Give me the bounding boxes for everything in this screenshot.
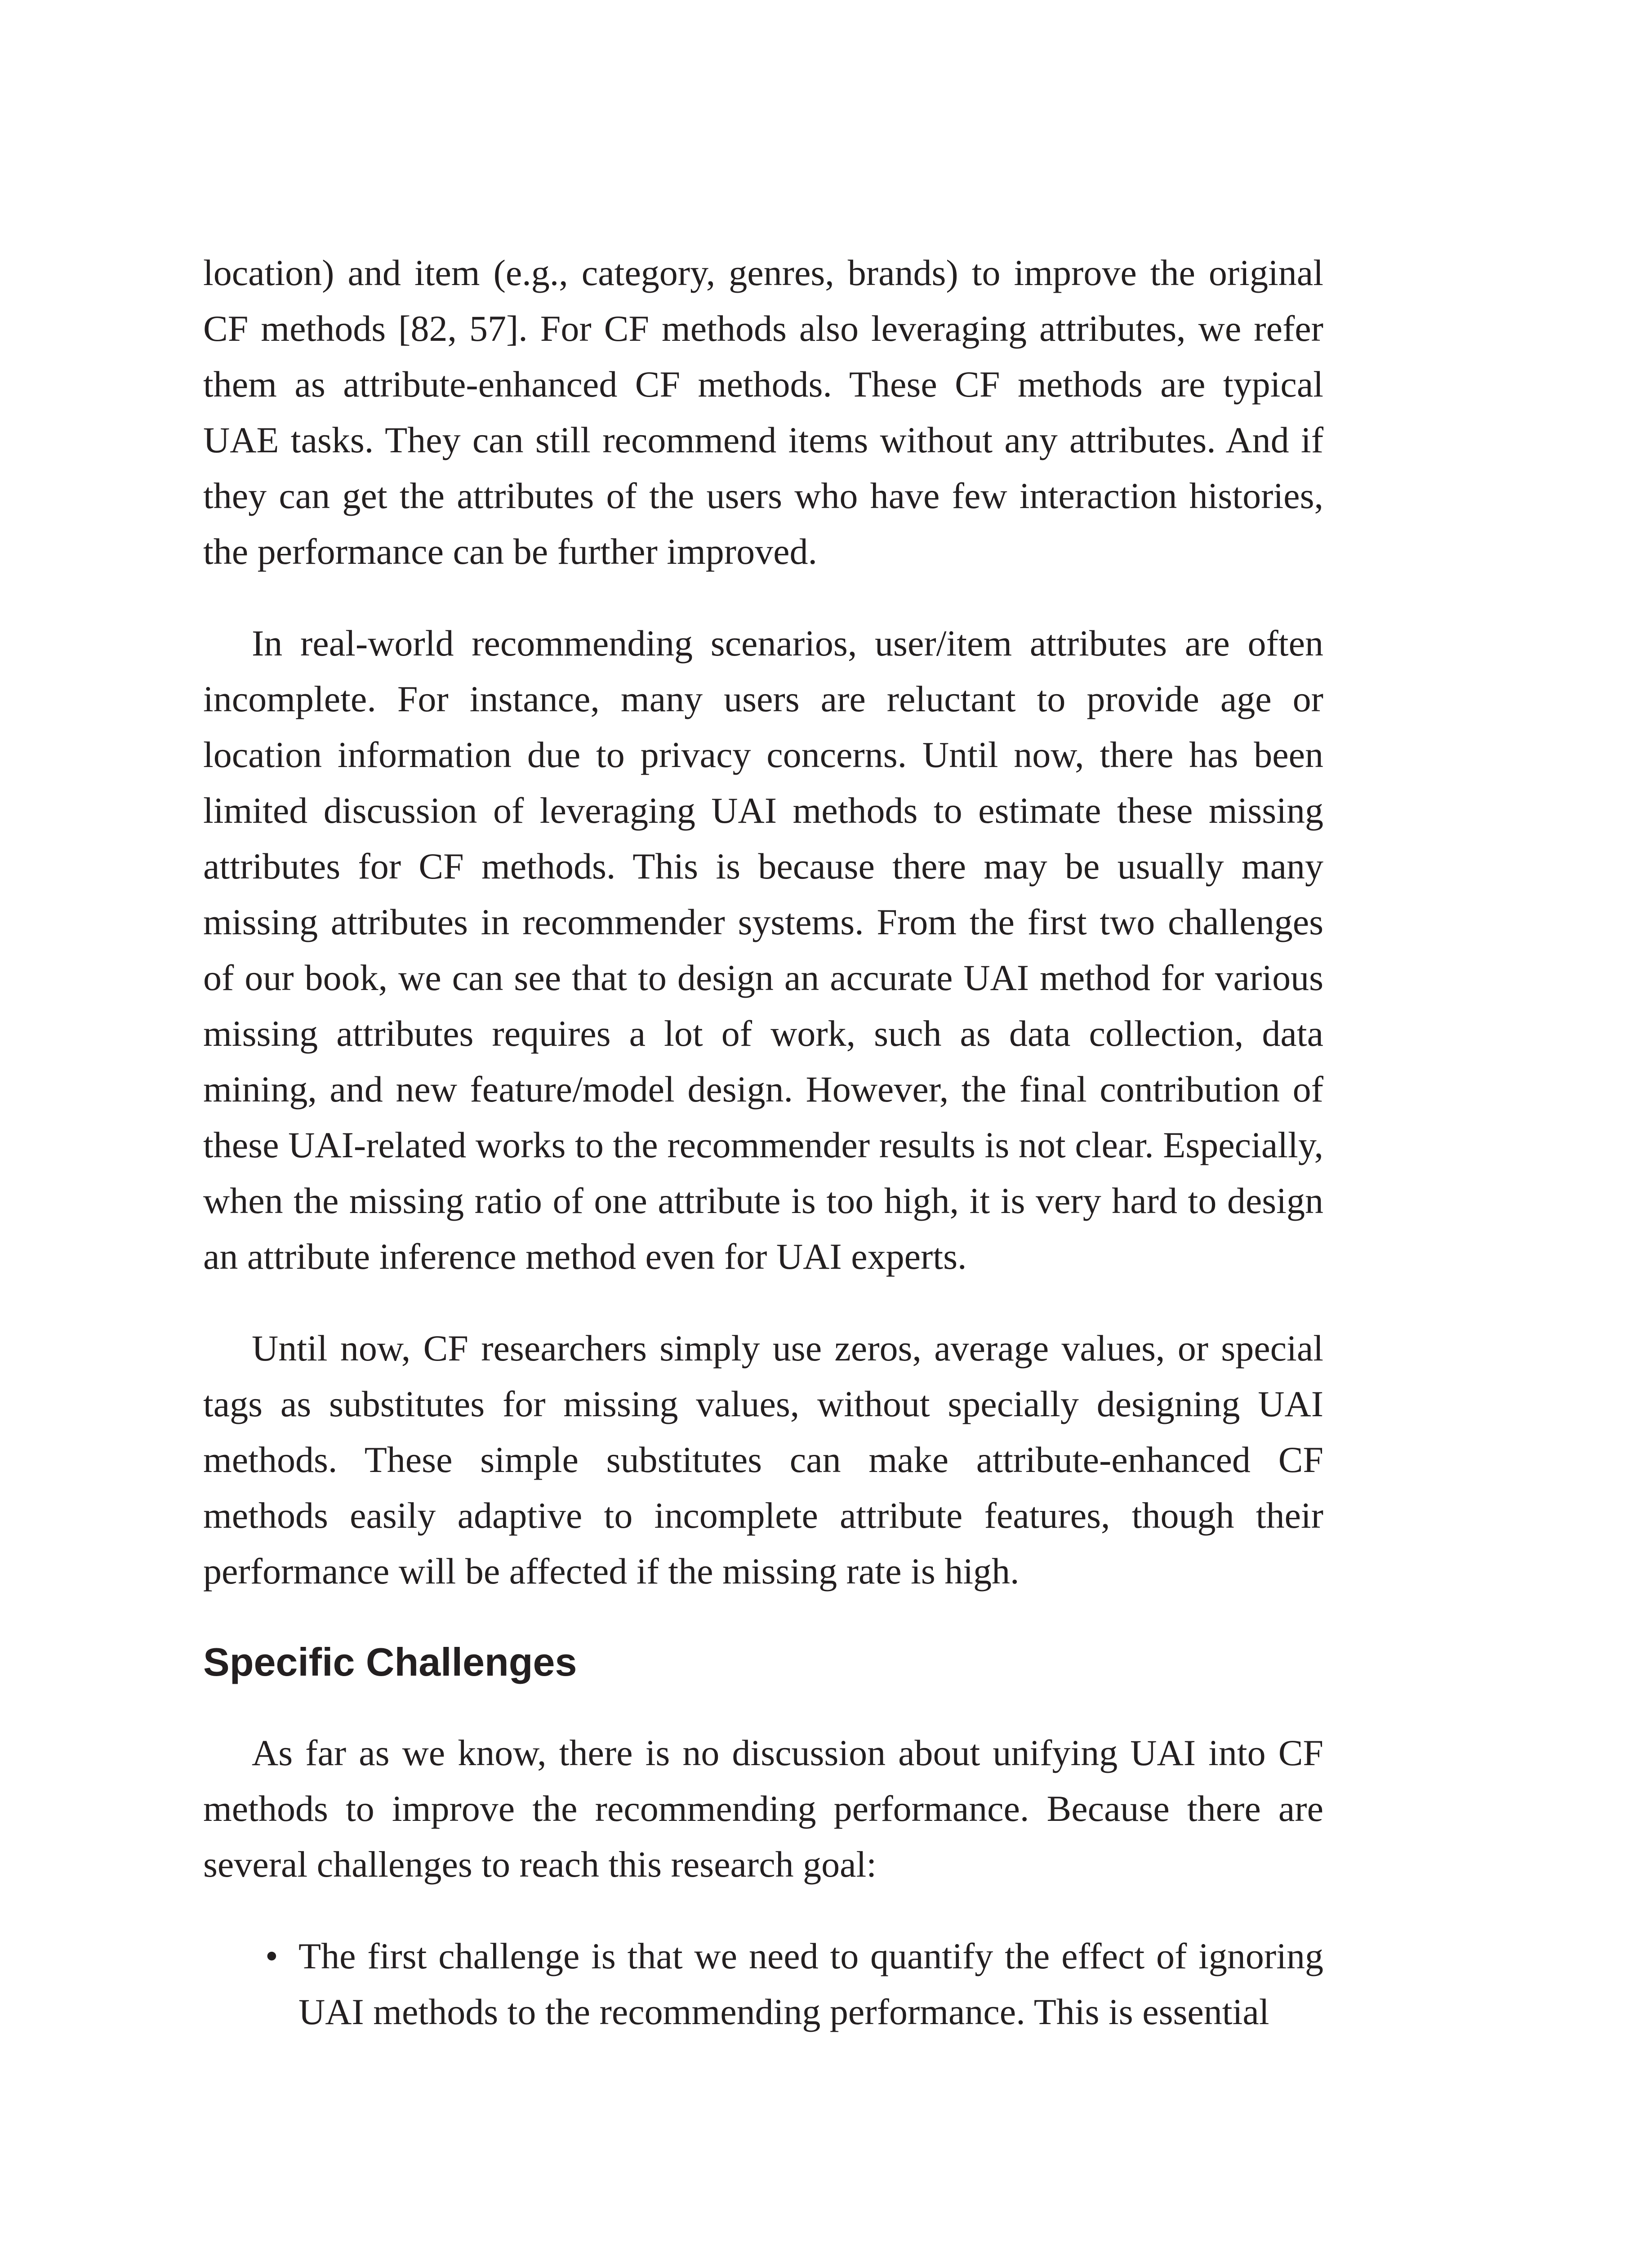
page-body	[203, 245, 1323, 2040]
body-paragraph: Until now, CF researchers simply use zeros, average values, or special tags as substitutes for missing values, without specially designing UAI methods. These simple substitutes can make attribute-enhanced CF methods easily adaptive to incomplete attribute features, though their performance will be affected if the missing rate is high.	[203, 1328, 1323, 1592]
bullet-list	[203, 1928, 1323, 2040]
section-heading: Specific Challenges	[203, 1640, 577, 1684]
page-number	[128, 2246, 178, 2248]
list-item	[203, 1928, 1323, 2040]
bullet-icon: •	[265, 1936, 278, 1976]
list-item-text: The first challenge is that we need to quantify the effect of ignoring UAI methods to the recommending performance. This is essential	[298, 1936, 1323, 2032]
body-paragraph: In real-world recommending scenarios, user/item attributes are often incomplete. For instance, many users are reluctant to provide age or location information due to privacy concerns. Until now, there has been limited discussion of leveraging UAI methods to estimate these missing attributes for CF methods. This is because there may be usually many missing attributes in recommender systems. From the first two challenges of our book, we can see that to design an accurate UAI method for various missing attributes requires a lot of work, such as data collection, data mining, and new feature/model design. However, the final contribution of these UAI-related works to the recommender results is not clear. Especially, when the missing ratio of one attribute is too high, it is very hard to design an attribute inference method even for UAI experts.	[203, 623, 1323, 1277]
body-paragraph: location) and item (e.g., category, genres, brands) to improve the original CF methods [82, 57]. For CF methods also leveraging attributes, we refer them as attribute-enhanced CF methods. These CF methods are typical UAE tasks. They can still recommend items without any attributes. And if they can get the attributes of the users who have few interaction histories, the performance can be further improved.	[203, 252, 1323, 572]
body-paragraph: As far as we know, there is no discussion about unifying UAI into CF methods to improve the recommending performance. Because there are several challenges to reach this research goal:	[203, 1732, 1323, 1885]
